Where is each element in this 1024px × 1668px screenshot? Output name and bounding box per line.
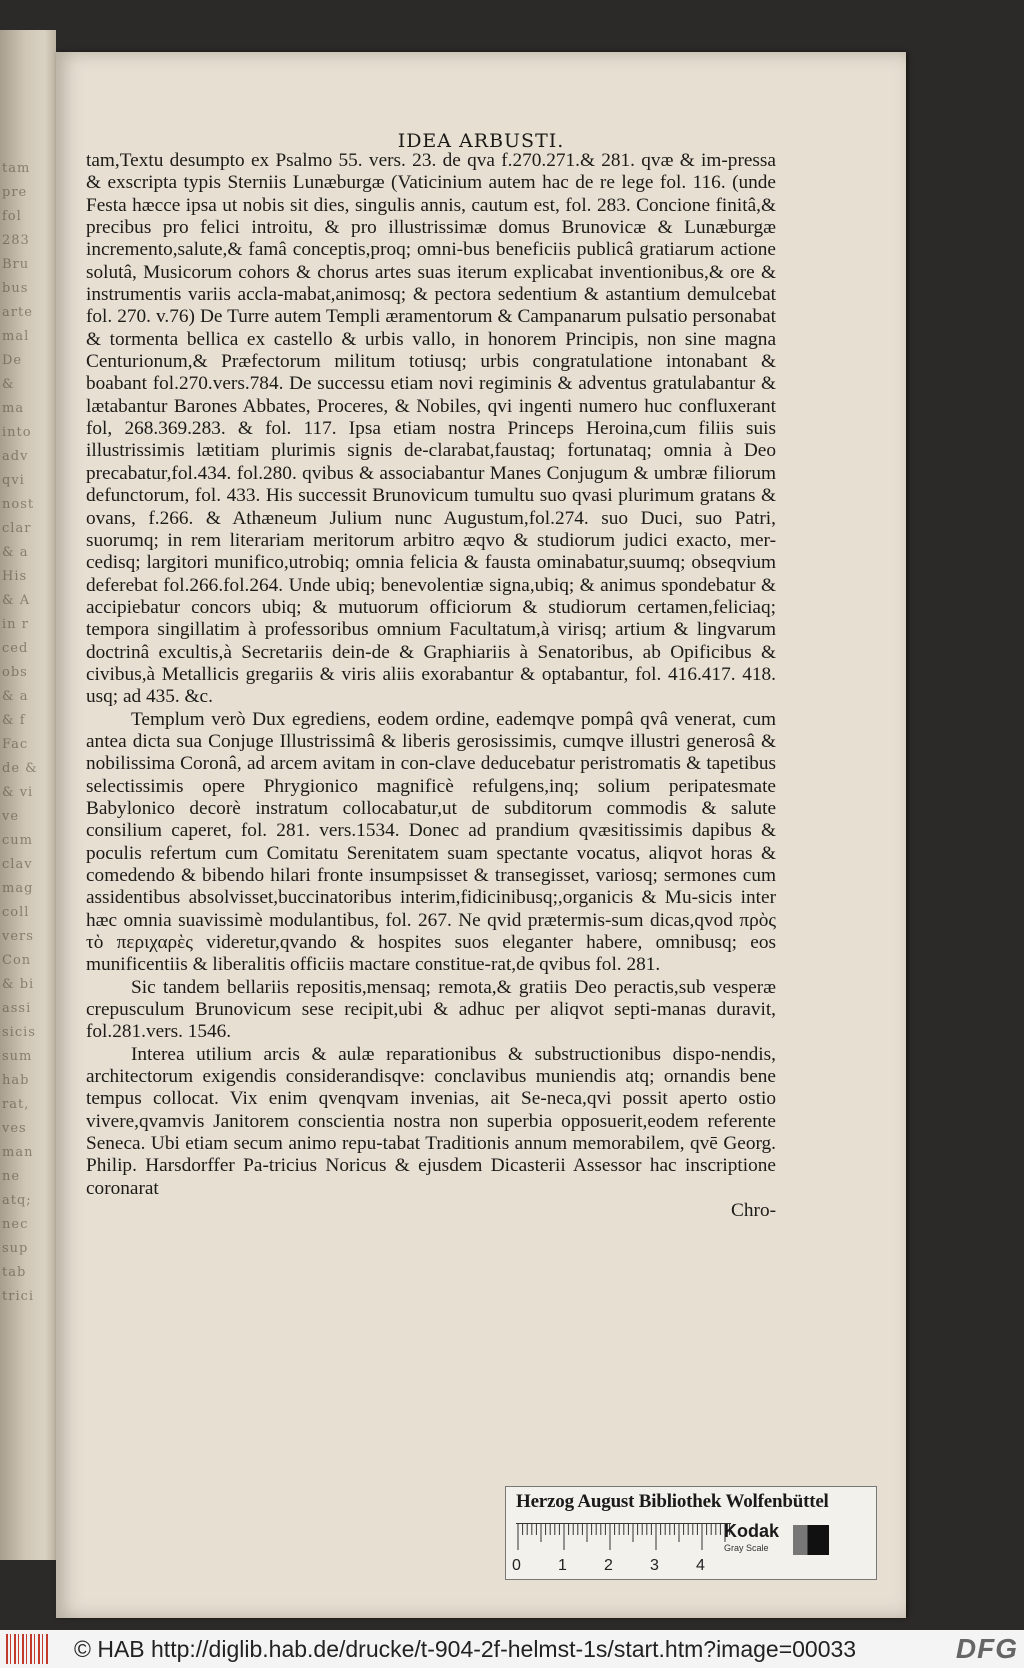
facing-page-fragment: ma	[2, 401, 25, 416]
library-name: Herzog August Bibliothek Wolfenbüttel	[516, 1491, 829, 1512]
facing-page-fragment: vers	[2, 929, 34, 944]
facing-page-fragment: fol	[2, 209, 22, 224]
facing-page-fragment: & vi	[2, 785, 34, 800]
facing-page-fragment: rat,	[2, 1097, 30, 1112]
facing-page-fragment: pre	[2, 185, 28, 200]
facing-page-fragment: mag	[2, 881, 34, 896]
facing-page-fragment: in r	[2, 617, 29, 632]
copyright-link[interactable]: © HAB http://diglib.hab.de/drucke/t-904-2f-helmst-1s/start.htm?image=00033	[74, 1636, 857, 1662]
facing-page-fragment: ced	[2, 641, 29, 656]
facing-page-fragment: qvi	[2, 473, 25, 488]
facing-page-fragment: hab	[2, 1073, 30, 1088]
facing-page-fragment: Con	[2, 953, 32, 968]
color-calibration-ruler	[505, 1486, 877, 1580]
facing-page-fragment: bus	[2, 281, 29, 296]
ruler-ticks-graphic	[516, 1524, 731, 1554]
facing-page-fragment: 283	[2, 233, 30, 248]
facing-page-fragment: mal	[2, 329, 30, 344]
facing-page-fragment: cum	[2, 833, 33, 848]
facing-page-fragment: ve	[2, 809, 20, 824]
facing-page-fragment: sicis	[2, 1025, 36, 1040]
gray-scale-label: Gray Scale	[724, 1543, 769, 1553]
facing-page-fragment: trici	[2, 1289, 35, 1304]
facing-page-fragment: arte	[2, 305, 33, 320]
facing-page-fragment: & f	[2, 713, 26, 728]
ruler-scale	[516, 1523, 731, 1554]
gray-swatch	[793, 1525, 829, 1555]
book-page	[56, 52, 906, 1618]
facing-page-fragment: nec	[2, 1217, 29, 1232]
facing-page-fragment: & a	[2, 545, 29, 560]
facing-page-fragment: sup	[2, 1241, 29, 1256]
ruler-tick-label-2: 2	[604, 1557, 613, 1574]
facing-page-fragment: into	[2, 425, 32, 440]
facing-page-fragment: obs	[2, 665, 28, 680]
facing-page-fragment: Fac	[2, 737, 29, 752]
viewer-footer	[0, 1630, 1024, 1668]
paragraph-2: Templum verò Dux egrediens, eodem ordine, eademqve pompâ qvâ venerat, cum antea dicta sua Conjuge Illustrissimâ & liberis gerosissimis, cumqve illustri generosâ & nobilissima Coronâ, ad arcem avitam in con-clave deducebatur peristromatis & tapetibus selectissimis opere Phrygionico magnificè refulgens,inq; solium peripatesmate Babylonico decorè instratum collocabatur,ut de subditorum commodis & salute consilium caperet, fol. 281. vers.1534. Donec ad prandium qvæsitissimis dapibus & poculis refertum cum Comitatu Serenitatem suam spectante vocatus, aliqvot horas & comedendo & bibendo hilari fronte insumpsisset & transegisset, variosq; sermones cum assidentibus absolvisset,buccinatoribus interim,fidicinibusq;,organicis & Mu-sicis inter hæc omnia suavissimè modulantibus, fol. 267. Ne qvid prætermis-sum dicas,qvod πρὸς τὸ περιχαρὲς videretur,qvando & hospites suos eleganter habere, omnibusq; eos munificentiis & liberalitis officiis mactare constitue-rat,de qvibus fol. 281.	[86, 708, 776, 976]
facing-page-fragment: &	[2, 377, 15, 392]
facing-page-fragment: ne	[2, 1169, 21, 1184]
facing-page-fragment: sum	[2, 1049, 33, 1064]
facing-page-fragment: & a	[2, 689, 29, 704]
ruler-tick-label-1: 1	[558, 1557, 567, 1574]
facing-page-fragment: atq;	[2, 1193, 32, 1208]
paragraph-1: tam,Textu desumpto ex Psalmo 55. vers. 23. de qva f.270.271.& 281. qvæ & im-pressa & exscripta typis Sterniis Lunæburgæ (Vaticinium autem hac de re lege fol. 116. (unde Festa hæcce ipsa ut nobis sit dies, singulis annis, cautum est, fol. 283. Concione finitâ,& precibus pro felici introitu, & pro illustrissimæ domus Brunovicæ & Lunæburgæ incremento,salute,& famâ conceptis,proq; omni-bus beneficiis publicâ gratiarum actione solutâ, Musicorum cohors & chorus artes suas iterum explicabat inventionibus,& ore & instrumentis variis accla-mabat,animosq; & pectora sedentium & astantium demulcebat fol. 270. v.76) De Turre autem Templi æramentorum & Campanarum pulsatio personabat & tormenta bellica ex castello & urbis vallo, in honorem Principis, non sine magna Centurionum,& Præfectorum militum totiusq; urbis congratulatione intonabant & boabant fol.270.vers.784. De successu etiam novi regiminis & adventus gratulabantur & lætabantur Barones Abbates, Proceres, & Nobiles, qvi ingenti numero huc confluxerant fol, 268.369.283. & fol. 117. Ipsa etiam nostra Princeps Heroina,cum filiis suis illustrissimis lætitiam plurimis signis de-clarabat,faustaq; fortunataq; omnia à Deo precabatur,fol.434. fol.280. qvibus & associabantur Manes Conjugum & umbræ filiorum defunctorum, fol. 433. His successit Brunovicum tumultu suo qvasi plurimum gratans & ovans, f.266. & Athæneum Julium nunc Augustum,fol.274. suo Duci, suo Patri, suorumq; in rem literariam meritorum arbitro æqvo & studiorum judici exacto, mer-cedisq; largitori munifico,utrobiq; omnia felicia & fausta ominabatur,suumq; obseqvium deferebat fol.266.fol.264. Unde ubiq; benevolentiæ signa,ubiq; & animus spondebatur & accipiebatur concors ubiq; & mutuorum officiorum & studiorum certamen,feliciaq; tempora singillatim à professoribus omnium Facultatum,à virisq; artium & lingvarum doctrinâ excultis,à Secretariis dein-de & Graphiariis à Senatoribus, ab Opificibus & civibus,à Metallicis gregariis & viris aliis exorabantur & optabantur, fol. 416.417. 418. usq; ad 435. &c.	[86, 150, 776, 708]
facing-page-fragment: assi	[2, 1001, 32, 1016]
facing-page-edge	[0, 30, 56, 1560]
facing-page-fragment: ves	[2, 1121, 27, 1136]
facing-page-fragment: clar	[2, 521, 32, 536]
facing-page-fragment: & bi	[2, 977, 35, 992]
catchword: Chro-	[731, 1200, 776, 1222]
running-head: IDEA ARBUSTI.	[397, 130, 565, 152]
facing-page-fragment: Bru	[2, 257, 30, 272]
facing-page-fragment: man	[2, 1145, 34, 1160]
paragraph-3: Sic tandem bellariis repositis,mensaq; remota,& gratiis Deo peractis,sub vesperæ crepusculum Brunovicum sese recipit,ubi & adhuc per aliqvot septi-manas duravit, fol.281.vers. 1546.	[86, 976, 776, 1043]
ruler-tick-label-3: 3	[650, 1557, 659, 1574]
barcode-icon	[6, 1634, 48, 1664]
facing-page-fragment: tab	[2, 1265, 27, 1280]
facing-page-fragment: de &	[2, 761, 38, 776]
facing-page-fragment: tam	[2, 161, 31, 176]
facing-page-fragment: His	[2, 569, 28, 584]
facing-page-fragment: clav	[2, 857, 33, 872]
ruler-tick-label-0: 0	[512, 1557, 521, 1574]
paragraph-4: Interea utilium arcis & aulæ reparationibus & substructionibus dispo-nendis, architectorum exigendis considerandisqve: conclavibus muniendis atq; ornandis bene tempus collocat. Vix enim qvenqvam invenias, ait Se-neca,qvi possit aperto ostio vivere,qvamvis Janitorem conscientia nostra non superbia opposuerit,eodem referente Seneca. Ubi etiam secum animo repu-tabat Traditionis annum memorabilem, qvē Georg. Philip. Harsdorffer Pa-tricius Noricus & ejusdem Dicasterii Assessor hac inscriptione coronarat	[86, 1043, 776, 1199]
dfg-logo: DFG	[955, 1633, 1018, 1664]
kodak-logo: Kodak	[724, 1521, 780, 1541]
facing-page-fragment: nost	[2, 497, 35, 512]
facing-page-fragment: coll	[2, 905, 30, 920]
facing-page-fragment: De	[2, 353, 23, 368]
facing-page-fragment: & A	[2, 593, 31, 608]
ruler-tick-label-4: 4	[696, 1557, 705, 1574]
body-text	[86, 150, 776, 1223]
facing-page-fragment: adv	[2, 449, 29, 464]
